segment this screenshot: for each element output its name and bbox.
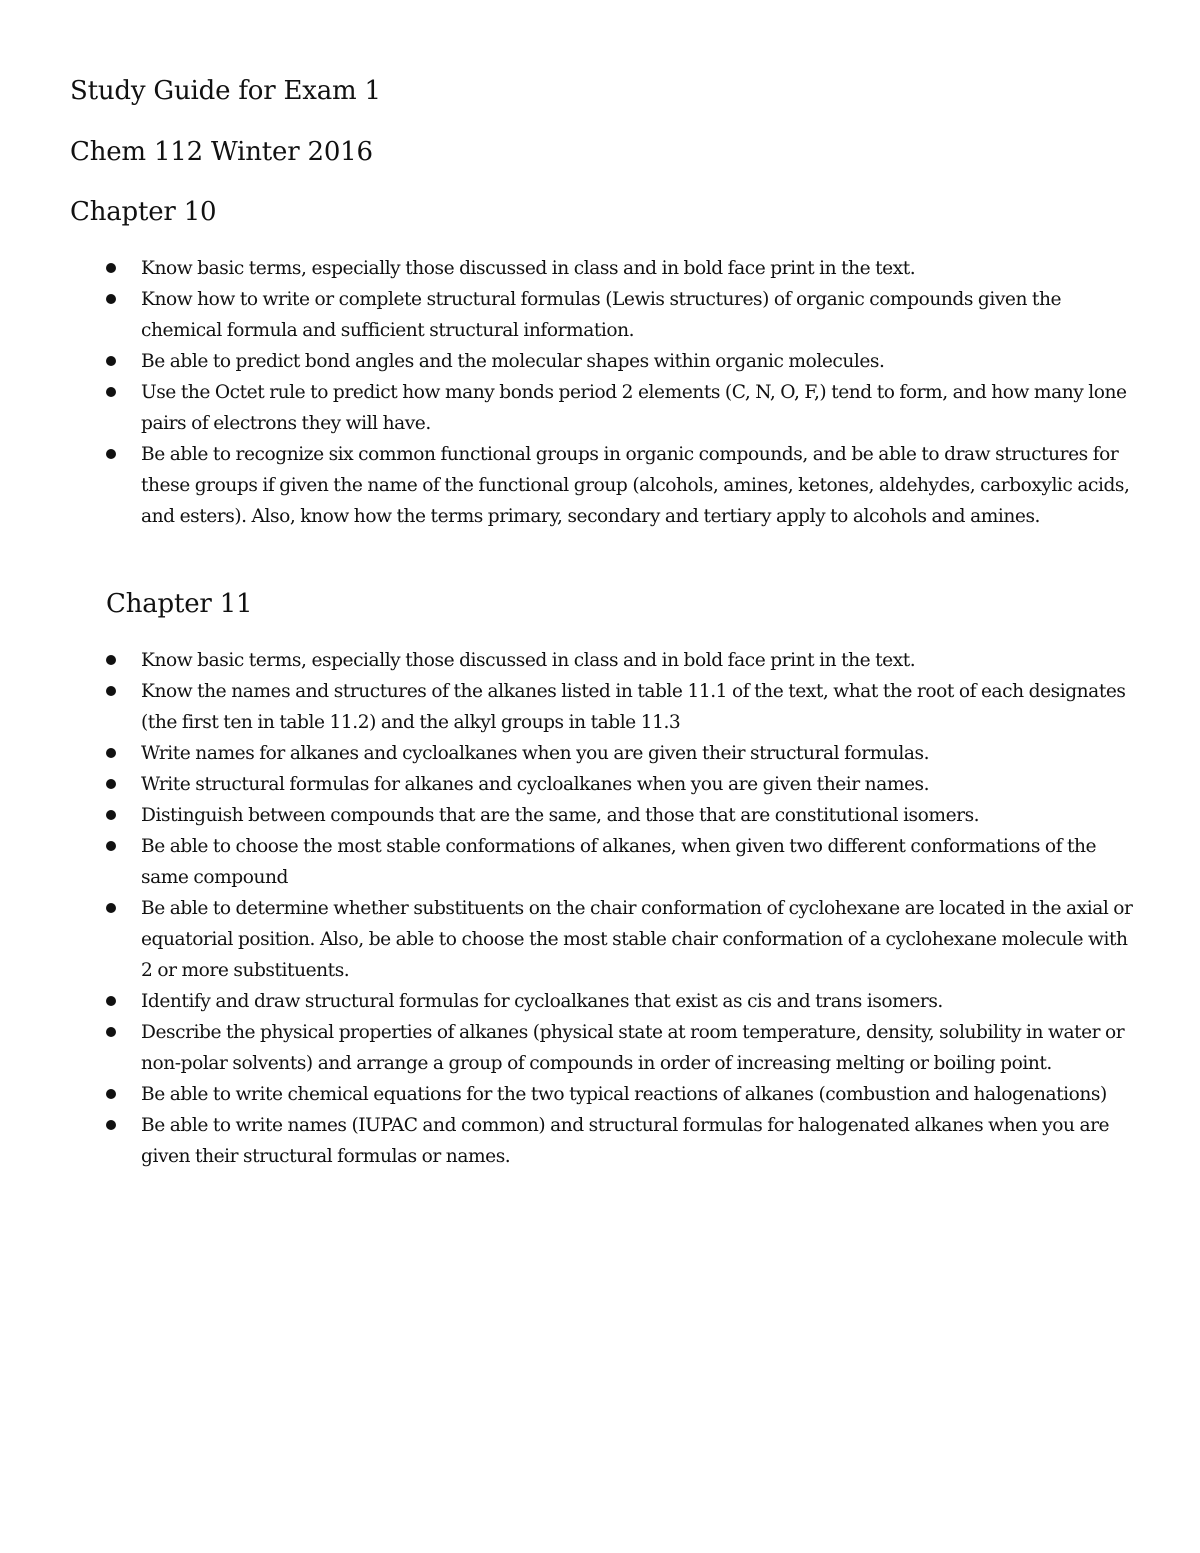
list-item-text: Identify and draw structural formulas for cycloalkanes that exist as cis and trans isomers. <box>141 991 943 1012</box>
chapter-10-heading: Chapter 10 <box>70 197 217 227</box>
list-item-text: Be able to choose the most stable conformations of alkanes, when given two different conformations of the same compound <box>141 836 1097 888</box>
list-item <box>0 284 1200 346</box>
bullet-icon <box>106 779 116 789</box>
bullet-icon <box>106 387 116 397</box>
list-item-text: Be able to write chemical equations for the two typical reactions of alkanes (combustion and halogenations) <box>141 1084 1107 1105</box>
list-item <box>0 1079 1200 1110</box>
list-item <box>0 439 1200 532</box>
list-item <box>0 253 1200 284</box>
list-item <box>0 346 1200 377</box>
list-item-text: Be able to predict bond angles and the molecular shapes within organic molecules. <box>141 351 885 372</box>
list-item-text: Write names for alkanes and cycloalkanes when you are given their structural formulas. <box>141 743 930 764</box>
list-item-text: Know how to write or complete structural formulas (Lewis structures) of organic compounds given the chemical formula and sufficient structural information. <box>141 289 1062 341</box>
document-subtitle: Chem 112 Winter 2016 <box>70 137 373 167</box>
list-item <box>0 893 1200 986</box>
list-item <box>0 645 1200 676</box>
bullet-icon <box>106 1089 116 1099</box>
list-item <box>0 377 1200 439</box>
list-item <box>0 831 1200 893</box>
list-item <box>0 769 1200 800</box>
list-item-text: Distinguish between compounds that are the same, and those that are constitutional isomers. <box>141 805 980 826</box>
bullet-icon <box>106 1027 116 1037</box>
bullet-icon <box>106 686 116 696</box>
list-item-text: Use the Octet rule to predict how many bonds period 2 elements (C, N, O, F,) tend to form, and how many lone pairs of electrons they will have. <box>141 382 1127 434</box>
chapter-11-heading: Chapter 11 <box>106 589 253 619</box>
list-item <box>0 738 1200 769</box>
list-item <box>0 986 1200 1017</box>
bullet-icon <box>106 263 116 273</box>
list-item-text: Be able to recognize six common functional groups in organic compounds, and be able to draw structures for these groups if given the name of the functional group (alcohols, amines, ketones, aldehydes, carboxylic acids, and esters). Also, know how the terms primary, secondary and tertiary apply to alcohols and amines. <box>141 444 1130 527</box>
bullet-icon <box>106 655 116 665</box>
bullet-icon <box>106 903 116 913</box>
bullet-icon <box>106 1120 116 1130</box>
bullet-icon <box>106 996 116 1006</box>
list-item <box>0 1110 1200 1172</box>
bullet-icon <box>106 294 116 304</box>
list-item-text: Be able to determine whether substituents on the chair conformation of cyclohexane are located in the axial or equatorial position. Also, be able to choose the most stable chair conformation of a cyclohexane molecule with 2 or more substituents. <box>141 898 1133 981</box>
bullet-icon <box>106 449 116 459</box>
bullet-icon <box>106 810 116 820</box>
chapter-11-list <box>0 645 1200 1172</box>
list-item <box>0 800 1200 831</box>
list-item-text: Know basic terms, especially those discussed in class and in bold face print in the text. <box>141 650 916 671</box>
list-item-text: Know basic terms, especially those discussed in class and in bold face print in the text. <box>141 258 916 279</box>
list-item-text: Write structural formulas for alkanes and cycloalkanes when you are given their names. <box>141 774 930 795</box>
bullet-icon <box>106 841 116 851</box>
bullet-icon <box>106 356 116 366</box>
list-item-text: Know the names and structures of the alkanes listed in table 11.1 of the text, what the root of each designates (the first ten in table 11.2) and the alkyl groups in table 11.3 <box>141 681 1126 733</box>
document-title: Study Guide for Exam 1 <box>70 76 381 106</box>
bullet-icon <box>106 748 116 758</box>
list-item-text: Be able to write names (IUPAC and common) and structural formulas for halogenated alkanes when you are given their structural formulas or names. <box>141 1115 1110 1167</box>
list-item <box>0 1017 1200 1079</box>
list-item <box>0 676 1200 738</box>
list-item-text: Describe the physical properties of alkanes (physical state at room temperature, density, solubility in water or non-polar solvents) and arrange a group of compounds in order of increasing melting or boiling point. <box>141 1022 1125 1074</box>
chapter-10-list <box>0 253 1200 532</box>
